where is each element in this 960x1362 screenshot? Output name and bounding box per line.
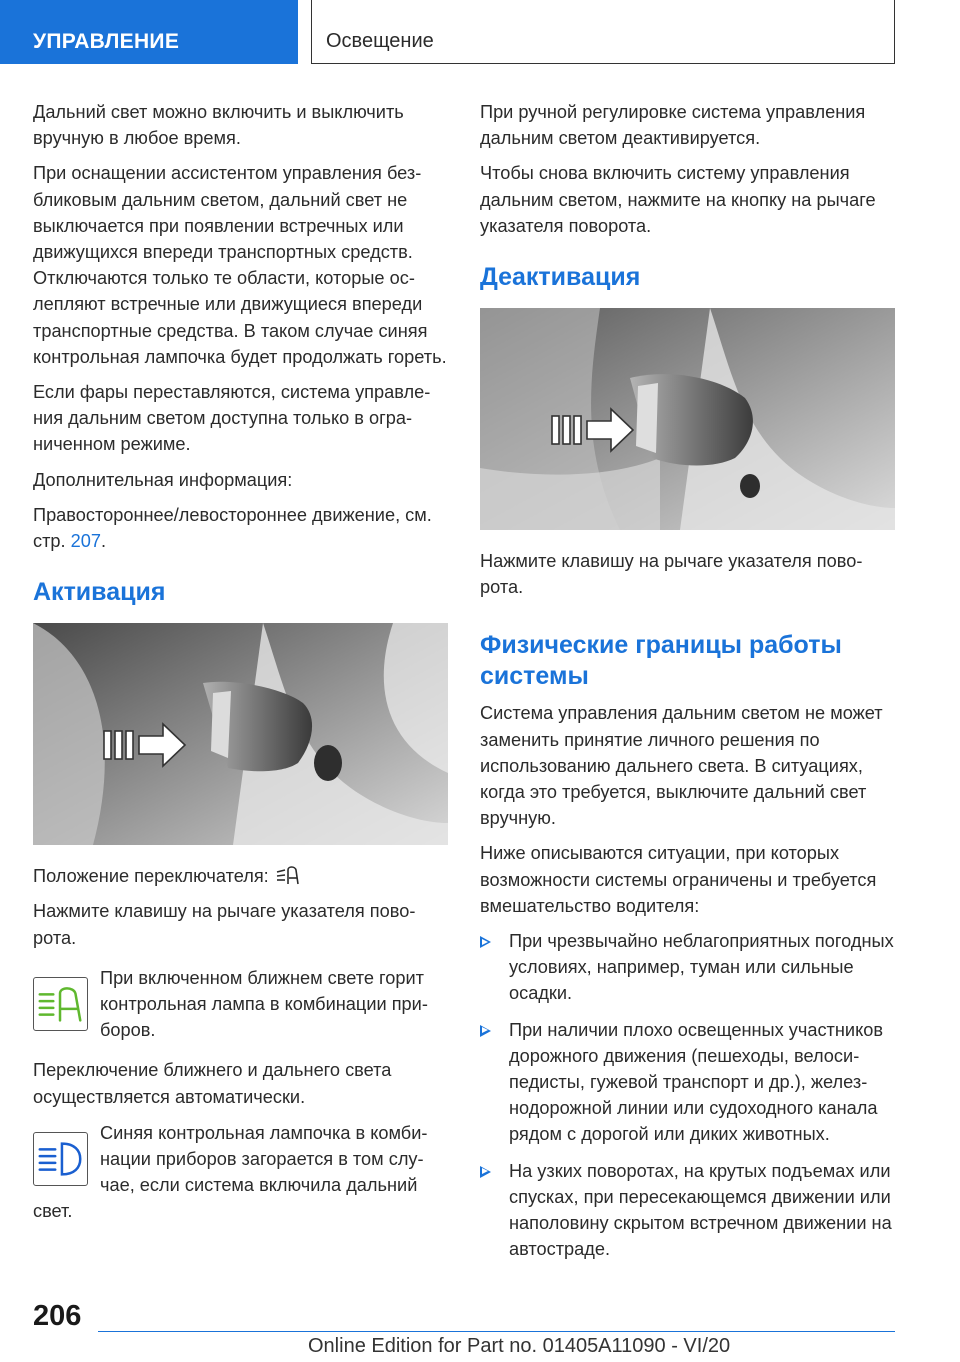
list-item-text: При чрезвычайно неблагоприятных погодных условиях, например, туман или сильные осадки.	[509, 931, 894, 1004]
left-column	[33, 99, 448, 1237]
note-high-beam	[33, 1120, 448, 1225]
section-tab: УПРАВЛЕНИЕ	[0, 0, 298, 64]
high-beam-assistant-indicator-icon-green	[33, 977, 88, 1031]
note-text: Синяя контрольная лампочка в комбинации приборов загорается в том случае, если система включила дальний	[100, 1122, 428, 1196]
footer-edition: Online Edition for Part no. 01405A11090 - VI/20	[308, 1335, 731, 1357]
paragraph: При ручной регулировке система управления дальним светом деактивируется.	[480, 102, 866, 149]
subsection-title: Освещение	[311, 0, 895, 64]
page-number: 206	[33, 1300, 82, 1332]
limits-list	[480, 928, 895, 1262]
note-text-continued: свет.	[33, 1201, 73, 1222]
footer-divider	[98, 1331, 895, 1332]
bullet-triangle-icon	[480, 1025, 491, 1037]
list-item	[480, 928, 895, 1007]
list-item-text: На узких поворотах, на крутых подъемах или спусках, при пересекающемся движении или наполовину скрытом встречном движении на автостраде.	[509, 1160, 892, 1260]
turn-signal-lever-photo-deactivation	[480, 308, 895, 530]
note-low-beam	[33, 965, 448, 1044]
paragraph	[33, 502, 448, 554]
paragraph: Нажмите клавишу на рычаге указателя поворота.	[480, 551, 863, 598]
paragraph: Переключение ближнего и дальнего света осуществляется автоматически.	[33, 1060, 392, 1107]
paragraph: Нажмите клавишу на рычаге указателя поворота.	[33, 901, 416, 948]
paragraph: При оснащении ассистентом управления безбликовым дальним светом, дальний свет не выключается при появлении встречных или движущихся впереди транспортных средств. Отключаются только те области, которые ослепляют встречные или движущиеся впереди транспортные средства. В таком случае синяя контрольная лампочка будет продолжать гореть.	[33, 163, 447, 367]
high-beam-assistant-switch-icon	[275, 864, 301, 886]
bullet-triangle-icon	[480, 1166, 491, 1178]
paragraph: Система управления дальним светом не может заменить принятие личного решения по использованию дальнего света. В ситуациях, когда это требуется, выключите дальний свет вручную.	[480, 703, 883, 829]
heading-deactivation: Деактивация	[480, 263, 641, 292]
turn-signal-lever-photo-activation	[33, 623, 448, 845]
page-link[interactable]: 207	[70, 531, 102, 552]
high-beam-indicator-icon-blue	[33, 1132, 88, 1186]
switch-position-line	[33, 863, 448, 889]
paragraph: Если фары переставляются, система управления дальним светом доступна только в ограниченном режиме.	[33, 382, 431, 455]
paragraph: Дальний свет можно включить и выключить вручную в любое время.	[33, 102, 404, 149]
note-text: При включенном ближнем свете горит контрольная лампа в комбинации приборов.	[100, 967, 428, 1041]
list-item	[480, 1158, 895, 1263]
switch-position-label: Положение переключателя:	[33, 866, 269, 887]
paragraph: Чтобы снова включить систему управления дальним светом, нажмите на кнопку на рычаге указателя поворота.	[480, 163, 876, 236]
right-column	[480, 99, 895, 1272]
paragraph: Ниже описываются ситуации, при которых возможности системы ограничены и требуется вмешательство водителя:	[480, 843, 877, 916]
punct: .	[101, 531, 107, 552]
cross-ref-text: Правостороннее/левостороннее движение, см. стр.	[33, 504, 432, 552]
bullet-triangle-icon	[480, 936, 491, 948]
list-item	[480, 1017, 895, 1148]
paragraph: Дополнительная информация:	[33, 469, 293, 490]
heading-activation: Активация	[33, 578, 166, 607]
list-item-text: При наличии плохо освещенных участников дорожного движения (пешеходы, велосипедисты, гужевой транспорт и др.), железнодорожной линии или судоходного канала рядом с дорогой или диких животных.	[509, 1019, 884, 1145]
heading-system-limits: Физические границы работы системы	[480, 631, 842, 691]
